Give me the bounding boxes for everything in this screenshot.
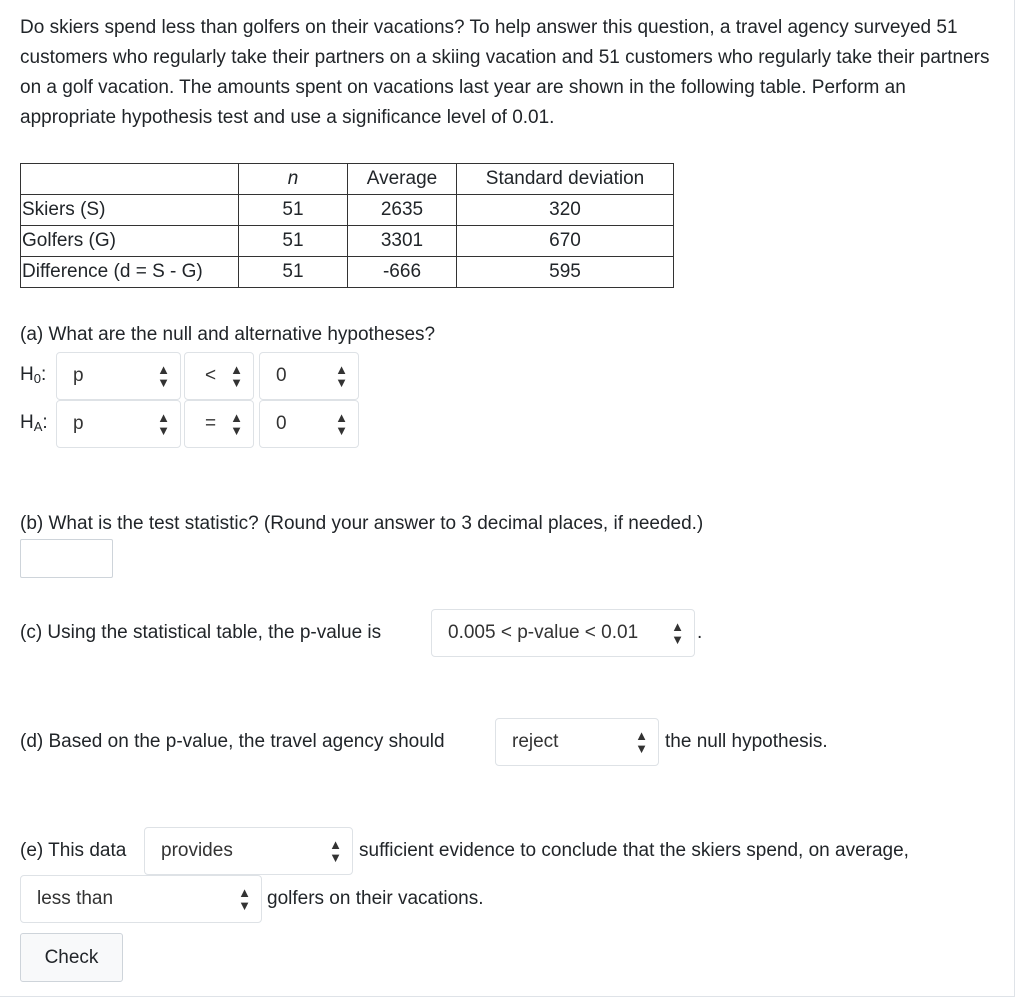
table-header xyxy=(21,164,239,195)
table-cell: 2635 xyxy=(348,195,457,226)
decision-select[interactable] xyxy=(495,718,659,766)
h0-letter: H xyxy=(20,364,34,385)
table-cell: Skiers (S) xyxy=(21,195,239,226)
ha-operator-value: = xyxy=(205,413,217,434)
decision-value: reject xyxy=(512,731,559,752)
updown-arrows-icon: ▲ ▼ xyxy=(329,837,342,865)
part-e-suffix: golfers on their vacations. xyxy=(267,888,484,909)
part-b-question: (b) What is the test statistic? (Round your answer to 3 decimal places, if needed.) xyxy=(20,513,704,534)
test-statistic-input[interactable] xyxy=(20,539,113,578)
h0-parameter-select[interactable] xyxy=(56,352,181,400)
h0-operator-select[interactable] xyxy=(184,352,254,400)
ha-letter: H xyxy=(20,412,34,433)
p-value-select[interactable] xyxy=(431,609,695,657)
ha-parameter-select[interactable] xyxy=(56,400,181,448)
table-cell: 595 xyxy=(457,257,674,288)
evidence-value: provides xyxy=(161,840,233,861)
part-d-prefix: (d) Based on the p-value, the travel agency should xyxy=(20,731,445,752)
comparison-value: less than xyxy=(37,888,114,909)
table-cell: Golfers (G) xyxy=(21,226,239,257)
updown-arrows-icon: ▲ ▼ xyxy=(335,362,348,390)
updown-arrows-icon: ▲ ▼ xyxy=(230,410,243,438)
part-a-question: (a) What are the null and alternative hypotheses? xyxy=(20,324,436,345)
ha-label: $H_A$: xyxy=(20,412,48,434)
h0-value-select[interactable] xyxy=(259,352,359,400)
updown-arrows-icon: ▲ ▼ xyxy=(335,410,348,438)
table-cell: 670 xyxy=(457,226,674,257)
h0-operator-value: < xyxy=(205,365,217,386)
table-cell: 51 xyxy=(239,257,348,288)
table-cell: 320 xyxy=(457,195,674,226)
table-row xyxy=(21,226,674,257)
h0-subscript: 0 xyxy=(33,371,41,386)
part-e-prefix: (e) This data xyxy=(20,840,127,861)
updown-arrows-icon: ▲ ▼ xyxy=(635,728,648,756)
table-header-row xyxy=(21,164,674,195)
table-cell: 51 xyxy=(239,195,348,226)
question-intro: Do skiers spend less than golfers on their vacations? To help answer this question, a travel agency surveyed 51 customers who regularly take their partners on a skiing vacation and 51 customers who regularly take their partners on a golf vacation. The amounts spent on vacations last year are shown in the following table. Perform an appropriate hypothesis test and use a significance level of 0.01. xyxy=(20,17,990,128)
table-row xyxy=(21,257,674,288)
comparison-select[interactable] xyxy=(20,875,262,923)
ha-operator-select[interactable] xyxy=(184,400,254,448)
ha-subscript: A xyxy=(33,419,43,434)
table-row xyxy=(21,195,674,226)
part-c-prefix: (c) Using the statistical table, the p-value is xyxy=(20,622,382,643)
part-d-suffix: the null hypothesis. xyxy=(665,731,828,752)
updown-arrows-icon: ▲ ▼ xyxy=(230,362,243,390)
table-header: n xyxy=(239,164,348,195)
part-e-middle: sufficient evidence to conclude that the skiers spend, on average, xyxy=(359,840,909,861)
updown-arrows-icon: ▲ ▼ xyxy=(671,619,684,647)
table-header: Average xyxy=(348,164,457,195)
table-cell: Difference (d = S - G) xyxy=(21,257,239,288)
table-cell: 3301 xyxy=(348,226,457,257)
ha-value-value: 0 xyxy=(276,413,287,434)
updown-arrows-icon: ▲ ▼ xyxy=(238,885,251,913)
ha-parameter-value: p xyxy=(73,413,84,434)
table-header: Standard deviation xyxy=(457,164,674,195)
table-cell: -666 xyxy=(348,257,457,288)
ha-value-select[interactable] xyxy=(259,400,359,448)
evidence-select[interactable] xyxy=(144,827,353,875)
check-button[interactable]: Check xyxy=(20,933,123,982)
h0-value-value: 0 xyxy=(276,365,287,386)
p-value-value: 0.005 < p-value < 0.01 xyxy=(448,622,639,643)
updown-arrows-icon: ▲ ▼ xyxy=(157,410,170,438)
updown-arrows-icon: ▲ ▼ xyxy=(157,362,170,390)
table-cell: 51 xyxy=(239,226,348,257)
part-c-suffix: . xyxy=(697,622,703,643)
data-table xyxy=(20,163,674,288)
h0-label: $H_0$: xyxy=(20,364,47,386)
h0-parameter-value: p xyxy=(73,365,84,386)
